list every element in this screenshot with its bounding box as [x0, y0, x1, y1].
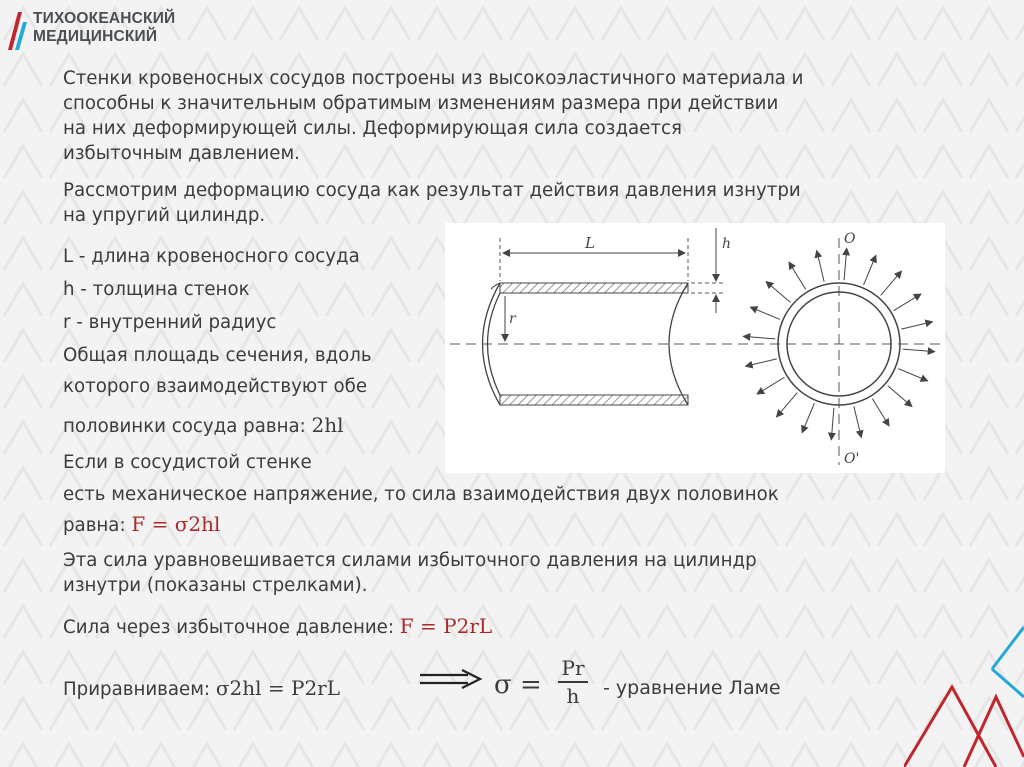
- stress-line-1: Если в сосудистой стенке: [63, 452, 312, 473]
- balance-line-1: Эта сила уравновешивается силами избыточного давления на цилиндр: [63, 550, 757, 571]
- paragraph-1-line-1: Стенки кровеносных сосудов построены из высокоэластичного материала и: [63, 68, 804, 89]
- area-formula: 2hl: [311, 413, 344, 437]
- definition-h: h - толщина стенок: [63, 279, 250, 300]
- logo-mark-icon: [6, 8, 32, 52]
- double-right-arrow-icon: [418, 669, 484, 689]
- pressure-arrow: [789, 262, 806, 289]
- label-L: L: [585, 234, 595, 252]
- pressure-arrow: [854, 406, 861, 437]
- paragraph-2-line-1: Рассмотрим деформацию сосуда как результат действия давления изнутри: [63, 180, 801, 201]
- vessel-diagram-svg: [445, 223, 945, 473]
- fraction-bar: [558, 681, 588, 683]
- pressure-arrow: [750, 307, 780, 319]
- definition-L: L - длина кровеносного сосуда: [63, 246, 360, 267]
- area-line-1: Общая площадь сечения, вдоль: [63, 345, 372, 366]
- result-numerator: Pr: [561, 656, 585, 680]
- university-logo: [6, 8, 176, 52]
- pressure-label: Сила через избыточное давление:: [63, 617, 400, 638]
- label-O-prime: O': [844, 451, 860, 467]
- pressure-arrow: [817, 251, 824, 282]
- paragraph-1-line-2: способны к значительным обратимым изменениям размера при действии: [63, 93, 779, 114]
- corner-decoration: [904, 587, 1024, 767]
- pressure-arrow: [802, 403, 814, 433]
- definition-r: r - внутренний радиус: [63, 312, 277, 333]
- pressure-arrow: [746, 359, 777, 366]
- stress-line-2: есть механическое напряжение, то сила взаимодействия двух половинок: [63, 484, 779, 505]
- stress-label: равна:: [63, 515, 132, 536]
- label-O: O: [844, 231, 856, 247]
- pressure-arrow: [894, 294, 921, 311]
- balance-line-2: изнутри (показаны стрелками).: [63, 575, 368, 596]
- lame-equation-label: - уравнение Ламе: [603, 677, 781, 699]
- pressure-arrow: [903, 349, 935, 352]
- logo-line1: ТИХООКЕАНСКИЙ: [33, 10, 176, 27]
- pressure-formula: F = P2rL: [399, 614, 493, 638]
- area-label: половинки сосуда равна:: [63, 416, 312, 437]
- pressure-arrow: [898, 369, 928, 381]
- pressure-force-line: [63, 615, 492, 639]
- result-lhs: σ =: [494, 670, 542, 700]
- paragraph-1-line-4: избыточным давлением.: [63, 143, 300, 164]
- pressure-arrow: [864, 255, 876, 285]
- pressure-arrow: [757, 377, 784, 394]
- label-h: h: [722, 236, 732, 252]
- equate-formula: σ2hl = P2rL: [215, 676, 341, 700]
- result-fraction: [556, 656, 590, 708]
- stress-line-3: [63, 513, 220, 537]
- equate-line: [63, 677, 340, 701]
- logo-line2: МЕДИЦИНСКИЙ: [33, 28, 158, 45]
- paragraph-1-line-3: на них деформирующей силы. Деформирующая сила создается: [63, 118, 682, 139]
- paragraph-2-line-2: на упругий цилиндр.: [63, 205, 266, 226]
- stress-formula: F = σ2hl: [131, 512, 221, 536]
- result-denominator: h: [566, 683, 580, 708]
- pressure-arrow: [872, 399, 889, 426]
- pressure-arrow: [766, 282, 790, 303]
- vessel-diagram: [445, 223, 945, 473]
- equate-label: Приравниваем:: [63, 679, 216, 700]
- area-line-2: которого взаимодействуют обе: [63, 376, 368, 397]
- pressure-arrow: [831, 408, 834, 440]
- pressure-arrow: [844, 248, 847, 280]
- area-line-3: [63, 414, 344, 438]
- label-r: r: [509, 311, 516, 327]
- pressure-arrow: [777, 393, 798, 417]
- pressure-arrow: [881, 271, 902, 295]
- pressure-arrow: [901, 322, 932, 329]
- pressure-arrow: [743, 336, 775, 339]
- pressure-arrow: [888, 386, 912, 407]
